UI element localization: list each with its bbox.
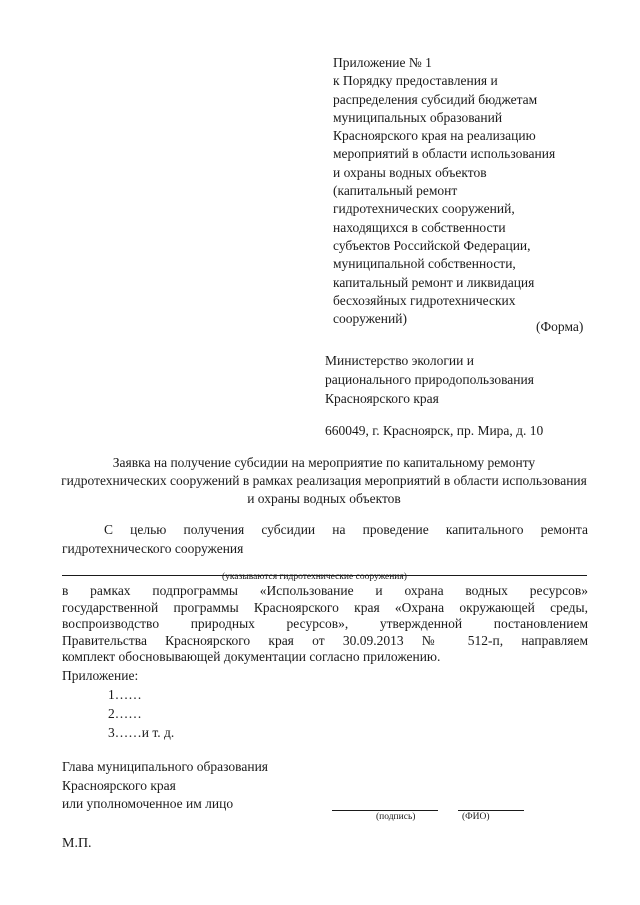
stamp-mark: М.П.	[62, 836, 92, 851]
form-label: (Форма)	[536, 319, 584, 334]
annex-header	[333, 54, 623, 328]
document-title: Заявка на получение субсидии на мероприятие по капитальному ремонту гидротехнических сооружений в рамках реализация мероприятий в области использования и охраны водных объектов	[61, 455, 587, 506]
signature-label: (подпись)	[376, 812, 416, 822]
recipient-line: рационального природопользования	[325, 372, 534, 387]
main-line: Правительства Красноярского края от 30.09.2013 № 512-п, направляем	[62, 632, 588, 648]
main-line: государственной программы Красноярского края «Охрана окружающей среды,	[62, 599, 588, 615]
annex-line: бесхозяйных гидротехнических	[333, 292, 516, 308]
name-label: (ФИО)	[462, 812, 490, 822]
signature-line	[332, 810, 438, 811]
annex-line: субъектов Российской Федерации,	[333, 237, 531, 253]
annex-line: капитальный ремонт и ликвидация	[333, 274, 535, 290]
annex-line: Красноярского края на реализацию	[333, 128, 536, 144]
signatory-line: или уполномоченное им лицо	[62, 796, 234, 811]
annex-line: Приложение № 1	[333, 55, 432, 70]
annex-item: 3……и т. д.	[108, 725, 175, 740]
recipient-block	[325, 351, 534, 408]
main-paragraph	[62, 583, 588, 666]
signatory-line: Красноярского края	[62, 777, 176, 793]
signatory-line: Глава муниципального образования	[62, 759, 269, 774]
annexes-label: Приложение:	[62, 668, 139, 683]
annex-line: и охраны водных объектов	[333, 164, 487, 180]
annex-line: находящихся в собственности	[333, 219, 506, 235]
main-line: комплект обосновывающей документации согласно приложению.	[62, 649, 441, 665]
facility-field-hint: (указываются гидротехнические сооружения)	[222, 572, 407, 582]
annex-line: мероприятий в области использования	[333, 146, 556, 162]
annex-line: сооружений)	[333, 311, 407, 327]
annex-line: гидротехнических сооружений,	[333, 201, 515, 217]
annex-item: 2……	[108, 706, 142, 721]
name-line	[458, 810, 524, 811]
intro-line: гидротехнического сооружения	[62, 541, 244, 556]
recipient-address: 660049, г. Красноярск, пр. Мира, д. 10	[325, 423, 544, 438]
annex-item: 1……	[108, 687, 142, 702]
signatory-block	[62, 758, 268, 814]
intro-paragraph	[62, 520, 588, 558]
annex-line: к Порядку предоставления и	[333, 73, 498, 89]
annex-line: (капитальный ремонт	[333, 183, 458, 199]
annex-line: муниципальных образований	[333, 109, 503, 125]
annex-line: распределения субсидий бюджетам	[333, 91, 538, 107]
intro-line: С целью получения субсидии на проведение капитального ремонта	[104, 522, 588, 537]
main-line: в рамках подпрограммы «Использование и охрана водных ресурсов»	[62, 583, 588, 598]
recipient-line: Красноярского края	[325, 391, 439, 406]
recipient-line: Министерство экологии и	[325, 353, 474, 368]
main-line: воспроизводство природных ресурсов», утвержденной постановлением	[62, 616, 588, 632]
annex-line: муниципальной собственности,	[333, 256, 516, 272]
